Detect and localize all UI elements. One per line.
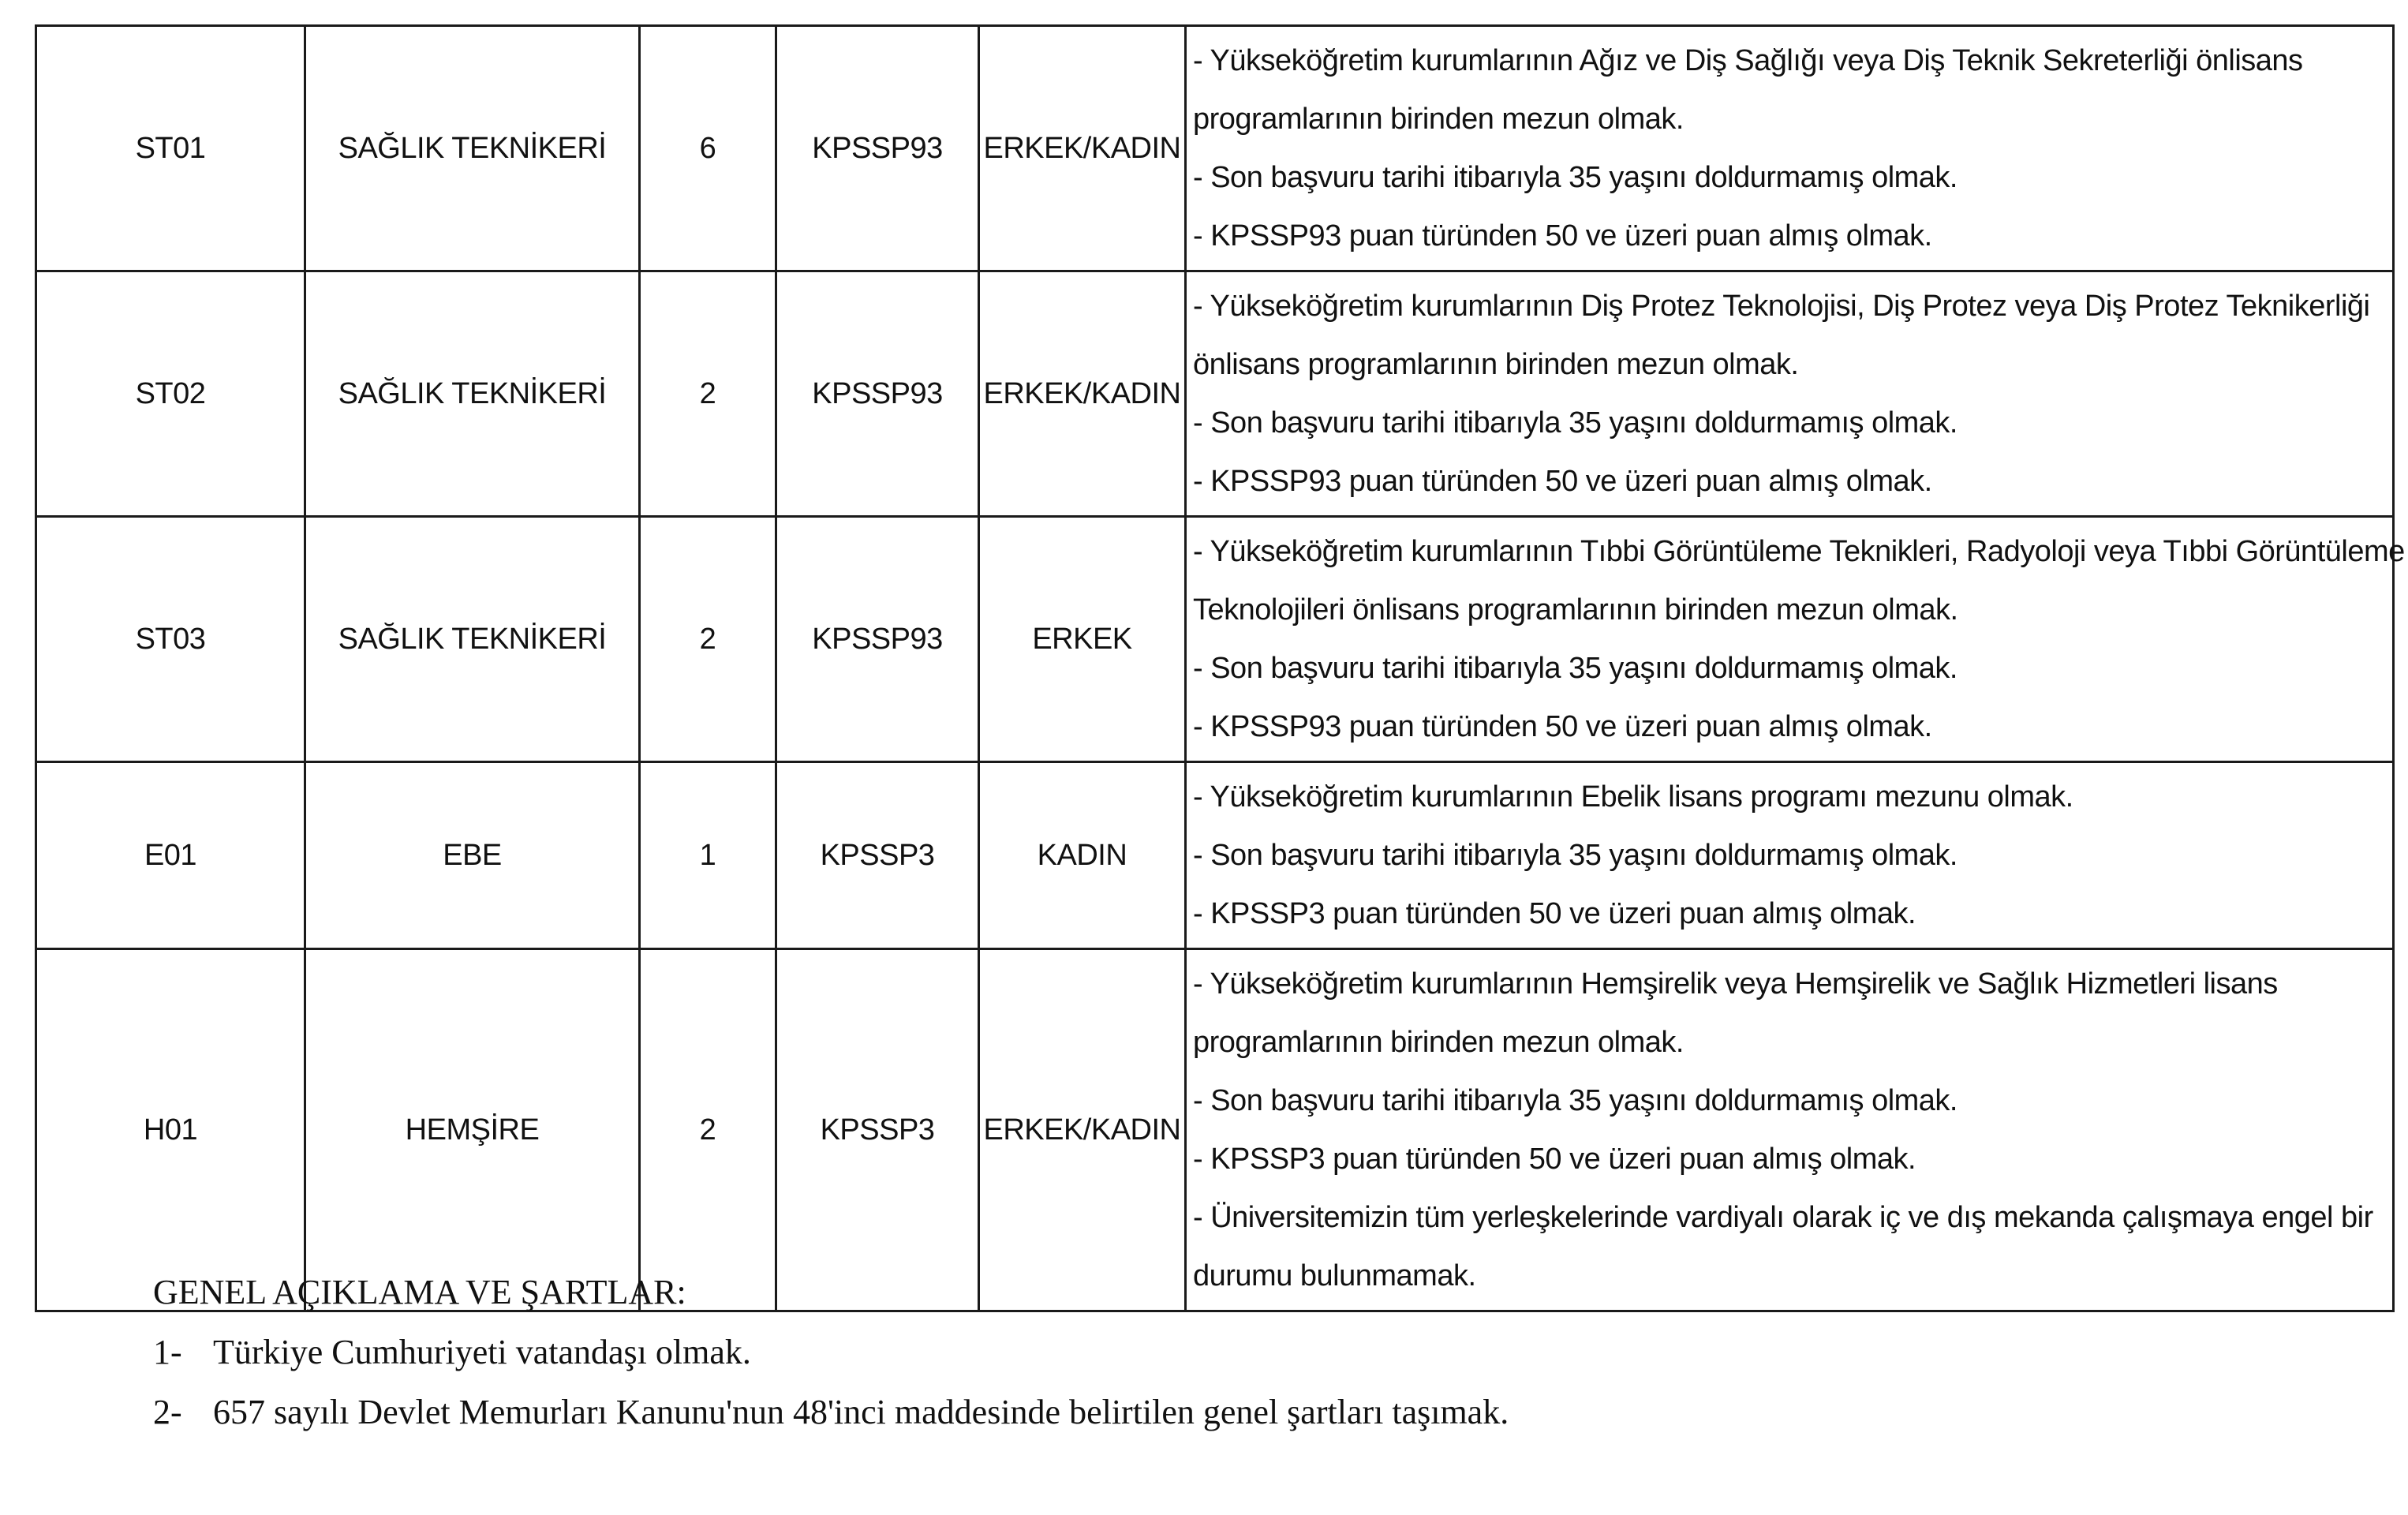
requirement-line: - KPSSP93 puan türünden 50 ve üzeri puan almış olmak. [1193,465,1932,498]
gender: KADIN [979,762,1186,949]
requirement-line: - KPSSP93 puan türünden 50 ve üzeri puan almış olmak. [1193,710,1932,743]
position-count: 2 [640,517,776,762]
requirements-cell [1186,949,2394,1311]
requirement-line: - Son başvuru tarihi itibarıyla 35 yaşını doldurmamış olmak. [1193,406,1957,440]
score-type: KPSSP93 [776,26,979,271]
position-count: 1 [640,762,776,949]
table-row [36,949,2394,1311]
general-condition-item [153,1322,1509,1382]
requirement-line: - Yükseköğretim kurumlarının Tıbbi Görüntüleme Teknikleri, Radyoloji veya Tıbbi Görüntüleme [1193,535,2405,568]
requirement-line: - Son başvuru tarihi itibarıyla 35 yaşını doldurmamış olmak. [1193,161,1957,194]
general-conditions-title: GENEL AÇIKLAMA VE ŞARTLAR: [153,1273,686,1311]
position-title: SAĞLIK TEKNİKERİ [305,271,640,517]
requirement-line: - KPSSP3 puan türünden 50 ve üzeri puan almış olmak. [1193,1143,1916,1176]
position-code: ST01 [36,26,305,271]
general-condition-text: 657 sayılı Devlet Memurları Kanunu'nun 48'inci maddesinde belirtilen genel şartları taşımak. [213,1393,1509,1431]
requirement-line: - Yükseköğretim kurumlarının Diş Protez Teknolojisi, Diş Protez veya Diş Protez Teknikerliği [1193,290,2370,323]
requirement-line: - KPSSP93 puan türünden 50 ve üzeri puan almış olmak. [1193,219,1932,252]
score-type: KPSSP93 [776,271,979,517]
position-title: HEMŞİRE [305,949,640,1311]
position-count: 6 [640,26,776,271]
requirement-line: durumu bulunmamak. [1193,1259,1476,1292]
gender: ERKEK [979,517,1186,762]
position-code: E01 [36,762,305,949]
table-row [36,762,2394,949]
requirement-line: programlarının birinden mezun olmak. [1193,103,1684,136]
general-condition-number: 2- [153,1393,182,1431]
gender: ERKEK/KADIN [979,271,1186,517]
requirement-line: - Yükseköğretim kurumlarının Ebelik lisans programı mezunu olmak. [1193,780,2073,814]
requirement-line: önlisans programlarının birinden mezun olmak. [1193,348,1799,381]
requirement-line: - Üniversitemizin tüm yerleşkelerinde vardiyalı olarak iç ve dış mekanda çalışmaya engel bir [1193,1201,2373,1234]
position-count: 2 [640,271,776,517]
gender: ERKEK/KADIN [979,26,1186,271]
position-title: EBE [305,762,640,949]
requirements-cell [1186,271,2394,517]
table-row [36,271,2394,517]
requirements-cell [1186,26,2394,271]
general-condition-number: 1- [153,1333,182,1371]
score-type: KPSSP3 [776,762,979,949]
position-table [35,24,2405,1312]
position-title: SAĞLIK TEKNİKERİ [305,26,640,271]
requirement-line: - Son başvuru tarihi itibarıyla 35 yaşını doldurmamış olmak. [1193,652,1957,685]
requirement-line: - Son başvuru tarihi itibarıyla 35 yaşını doldurmamış olmak. [1193,1084,1957,1117]
requirements-cell [1186,762,2394,949]
gender: ERKEK/KADIN [979,949,1186,1311]
score-type: KPSSP93 [776,517,979,762]
general-condition-item [153,1382,1509,1442]
requirement-line: - Yükseköğretim kurumlarının Ağız ve Diş Sağlığı veya Diş Teknik Sekreterliği önlisans [1193,44,2303,77]
general-conditions [153,1262,1509,1442]
requirement-line: Teknolojileri önlisans programlarının birinden mezun olmak. [1193,593,1958,627]
requirement-line: programlarının birinden mezun olmak. [1193,1026,1684,1059]
score-type: KPSSP3 [776,949,979,1311]
position-count: 2 [640,949,776,1311]
position-code: H01 [36,949,305,1311]
requirement-line: - Yükseköğretim kurumlarının Hemşirelik veya Hemşirelik ve Sağlık Hizmetleri lisans [1193,967,2278,1001]
general-condition-text: Türkiye Cumhuriyeti vatandaşı olmak. [213,1333,751,1371]
position-title: SAĞLIK TEKNİKERİ [305,517,640,762]
requirements-cell [1186,517,2405,762]
position-code: ST03 [36,517,305,762]
table-row [36,26,2394,271]
table-row [36,517,2394,762]
requirement-line: - Son başvuru tarihi itibarıyla 35 yaşını doldurmamış olmak. [1193,839,1957,872]
requirement-line: - KPSSP3 puan türünden 50 ve üzeri puan almış olmak. [1193,897,1916,930]
position-code: ST02 [36,271,305,517]
